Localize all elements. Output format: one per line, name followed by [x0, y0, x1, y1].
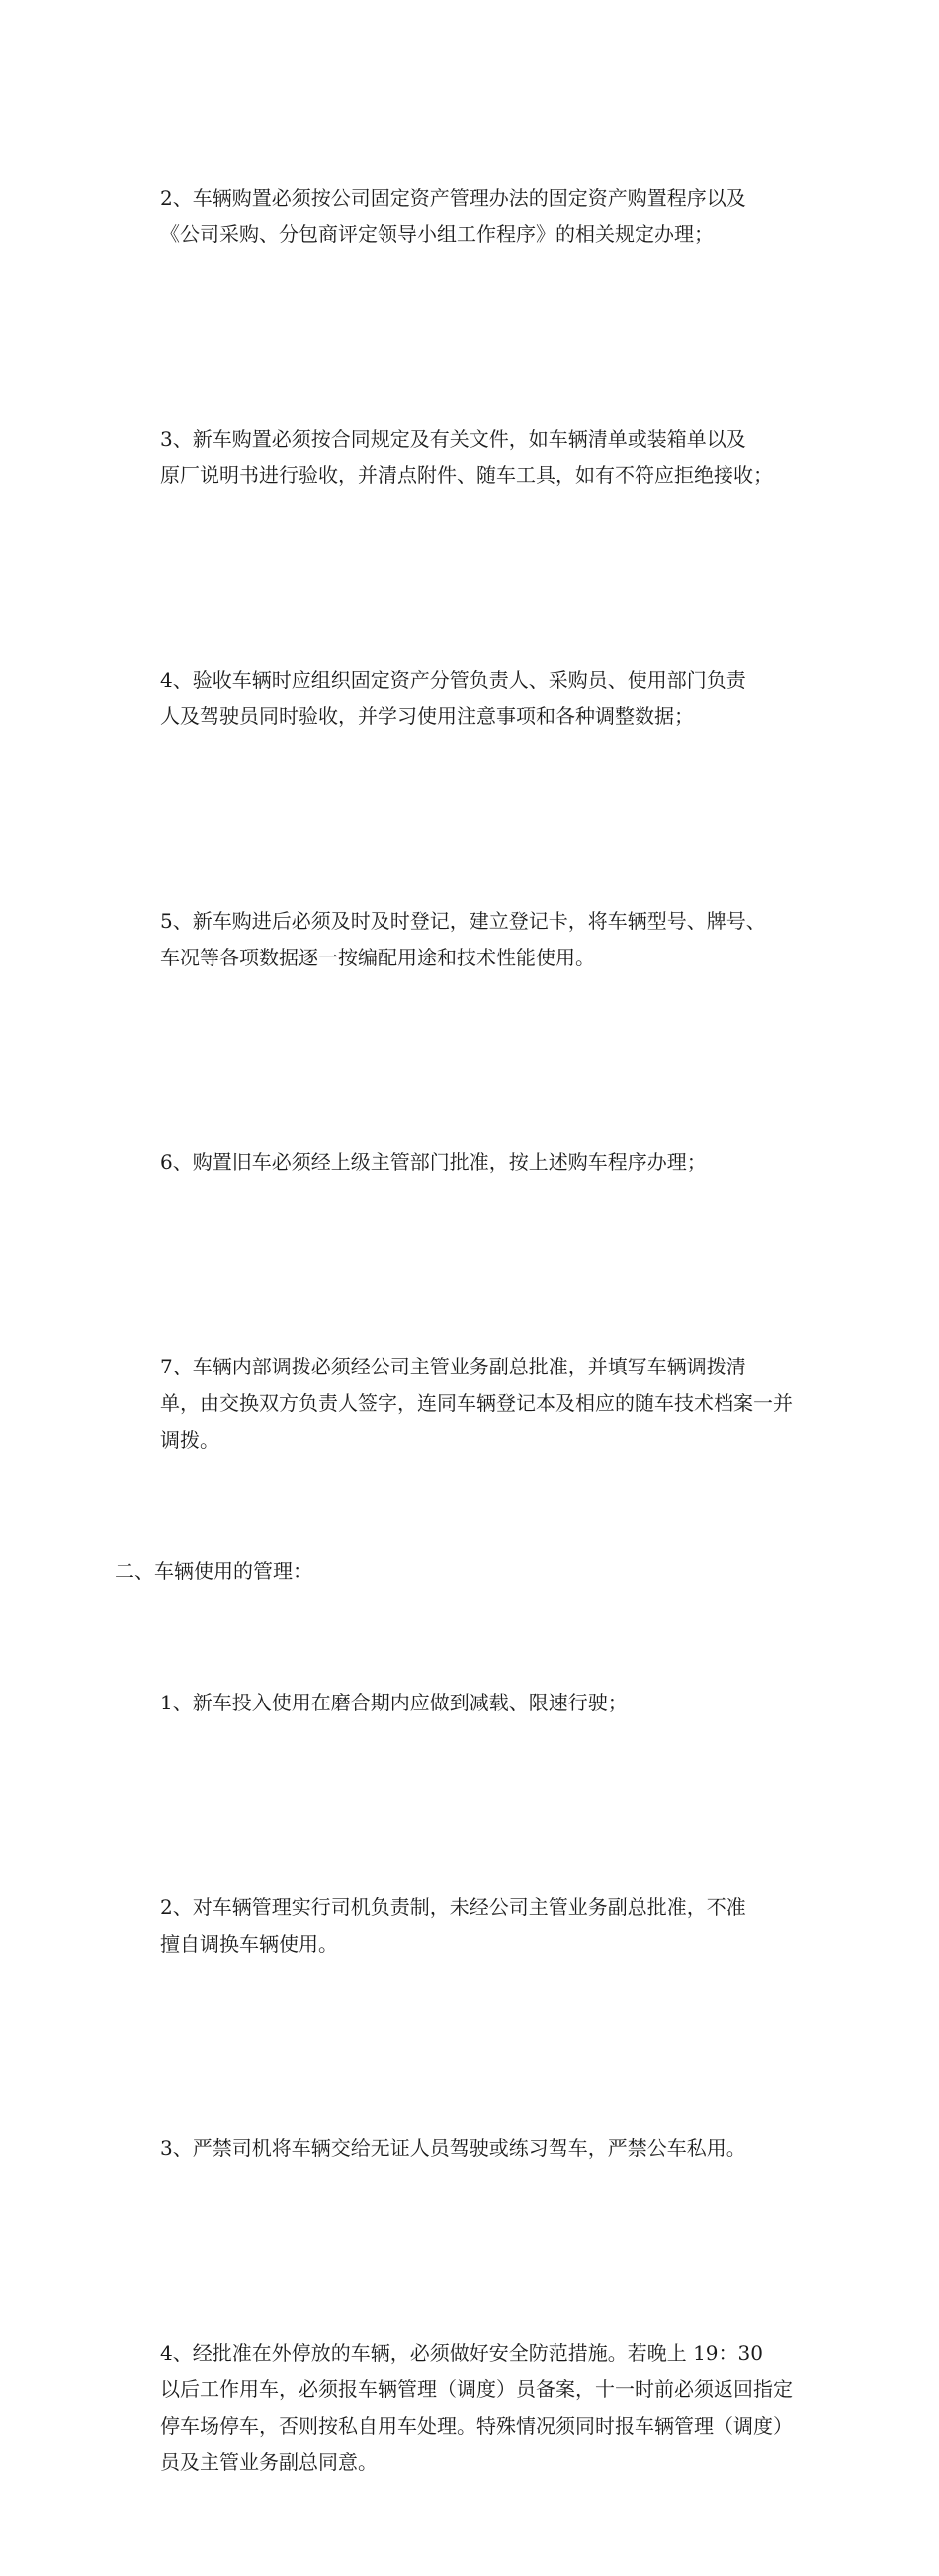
text-line: 员及主管业务副总同意。 [160, 2451, 378, 2474]
text-line: 车况等各项数据逐一按编配用途和技术性能使用。 [160, 946, 595, 969]
text-line: 2、车辆购置必须按公司固定资产管理办法的固定资产购置程序以及 [160, 186, 746, 209]
text-line: 擅自调换车辆使用。 [160, 1932, 338, 1955]
text-line: 3、严禁司机将车辆交给无证人员驾驶或练习驾车，严禁公车私用。 [160, 2136, 746, 2160]
clause-2-2 [115, 1816, 826, 2036]
text-line: 4、经批准在外停放的车辆，必须做好安全防范措施。若晚上 19：30 [160, 2341, 763, 2365]
text-line: 以后工作用车，必须报车辆管理（调度）员备案，十一时前必须返回指定 [160, 2377, 793, 2401]
clause-2-1 [115, 1612, 826, 1794]
clause-1-2 [115, 107, 826, 326]
text-line: 3、新车购置必须按合同规定及有关文件，如车辆清单或装箱单以及 [160, 427, 746, 451]
text-line: 人及驾驶员同时验收，并学习使用注意事项和各种调整数据； [160, 705, 694, 728]
clause-1-6 [115, 1071, 826, 1254]
section-heading-2: 二、车辆使用的管理： [115, 1559, 312, 1583]
clause-2-4 [115, 2262, 826, 2554]
clause-1-7 [115, 1276, 826, 1532]
text-line: 原厂说明书进行验收，并清点附件、随车工具，如有不符应拒绝接收； [160, 463, 773, 487]
clause-1-3 [115, 348, 826, 567]
clause-1-4 [115, 589, 826, 808]
text-line: 1、新车投入使用在磨合期内应做到减载、限速行驶； [160, 1691, 628, 1714]
clause-2-3 [115, 2057, 826, 2240]
text-line: 2、对车辆管理实行司机负责制，未经公司主管业务副总批准，不准 [160, 1895, 746, 1919]
text-line: 调拨。 [160, 1428, 219, 1452]
text-line: 7、车辆内部调拨必须经公司主管业务副总批准，并填写车辆调拨清 [160, 1355, 746, 1378]
text-line: 单，由交换双方负责人签字，连同车辆登记本及相应的随车技术档案一并 [160, 1391, 793, 1415]
text-line: 4、验收车辆时应组织固定资产分管负责人、采购员、使用部门负责 [160, 668, 746, 692]
clause-1-5 [115, 830, 826, 1049]
document-body [115, 107, 826, 2576]
text-line: 6、购置旧车必须经上级主管部门批准，按上述购车程序办理； [160, 1150, 707, 1174]
text-line: 停车场停车，否则按私自用车处理。特殊情况须同时报车辆管理（调度） [160, 2414, 793, 2438]
text-line: 5、新车购进后必须及时及时登记，建立登记卡，将车辆型号、牌号、 [160, 909, 766, 933]
text-line: 《公司采购、分包商评定领导小组工作程序》的相关规定办理； [160, 222, 714, 246]
